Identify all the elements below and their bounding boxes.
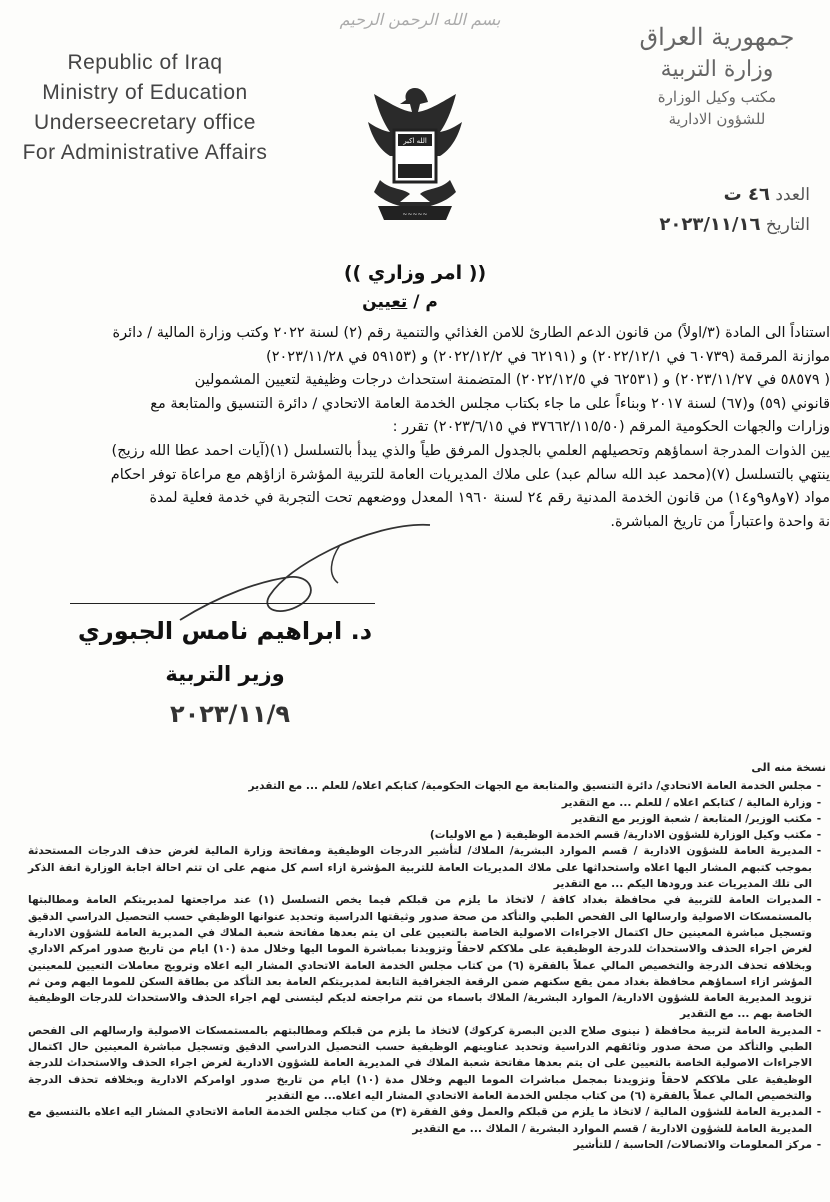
copies-header: نسخة منه الى (751, 761, 826, 774)
body-line: موازنة المرقمة (٦٠٧٣٩ في ٢٠٢٢/١٢/١) و (٦٢١٩١ في ٢٠٢٢/١٢/٢) و (٥٩١٥٣ في ٢٠٢٣/١١/٢٨) (266, 348, 830, 365)
copy-recipient: - المديرية العامة للشؤون المالية / لاتخاذ ما يلزم من قبلكم والعمل وفق الفقرة (٣) من كتاب مجلس الخدمة العامة الاتحادي المشار اليه اعلاه بالتنسيق مع المديرية العامة للشؤون الادارية / قسم الموارد البشرية / الملاك ... مع التقدير (28, 1104, 826, 1137)
signatory-block (70, 614, 380, 690)
body-line: وزارات والجهات الحكومية المرقم (٣٧٦٦٢/١١٥/٥٠ في ٢٠٢٣/٦/١٥) تقرر : (392, 419, 830, 436)
body-line: ينتهي بالتسلسل (٧)(محمد عبد الله سالم عبد) على ملاك المديريات العامة للتربية المؤشرة ازاؤهم مع مراعاة توفر احكام (110, 466, 830, 483)
copy-recipient: - مركز المعلومات والاتصالات/ الحاسبة / للتأشير (28, 1137, 826, 1153)
body-line: مواد (٧و٨و٩و١٤) من قانون الخدمة المدنية رقم ٢٤ لسنة ١٩٦٠ المعدل ووضعهم تحت التجربة في خدمة فعلية لمدة (149, 490, 830, 507)
copy-recipient: - وزارة المالية / كتابكم اعلاه / للعلم ... مع التقدير (28, 795, 826, 811)
document-subject (330, 292, 470, 312)
handwritten-signature-icon (160, 505, 440, 625)
copy-recipient-text: المديرية العامة لتربية محافظة ( نينوى صلاح الدين البصرة كركوك) لاتخاذ ما يلزم من قبلكم ومطالبتهم بالمستمسكات الاصولية وارسالهم الى الفحص الطبي والتأكد من صحة صدور وثائقهم الدراسية وتحديد عناوينهم الوظيفية حسب التحصيل الدراسي الدقيق وتسجيل مباشرة المعينين حال اكتمال الاجراءات الاصولية الخاصة بالتعيين على ان يتم بعدها مفاتحة شعبة الملاك في المديرية العامة للشؤون الادارية لغرض اجراء الحذف والاستحداث للدرجة الوظيفية على ملاككم لاحقاً وتزويدنا بمجمل مباشرات الموما اليهم وخلال مدة (١٠) ايام من تاريخ صدور اوامركم الادارية وبخلافه تحذف الدرجة والتخصيص المالي عملاً بالفقرة (٦) من كتاب مجلس الخدمة العامة الاتحادي المشار اليه اعلاه... مع التقدير (28, 1024, 813, 1102)
letterhead-line-ministry: Ministry of Education (42, 81, 248, 104)
copy-recipient: - المديرية العامة للشؤون الادارية / قسم الموارد البشرية/ الملاك/ لتأشير الدرجات الوظيفية ومفاتحة وزارة المالية لغرض حذف الدرجات المستحدثة بموجب كتبهم المشار اليها اعلاه واستحداثها على ملاك المديريات العامة للتربية المؤشرة ازاء اسم كل منهم على ان تتم احالة اجابة الوزارة انفة الذكر الى تلك المديريات عند ورودها اليكم ... مع التقدير (28, 843, 826, 892)
svg-text:~~~~~: ~~~~~ (402, 211, 428, 218)
basmala: بسم الله الرحمن الرحيم (339, 10, 501, 29)
subject-prefix: م / (407, 292, 438, 312)
copy-recipient-text: مكتب الوزير/ المتابعة / شعبة الوزير مع التقدير (571, 812, 812, 825)
signatory-name: د. ابراهيم نامس الجبوري (77, 617, 373, 645)
copy-recipient-text: مجلس الخدمة العامة الاتحادي/ دائرة التنسيق والمتابعة مع الجهات الحكومية/ كتابكم اعلاه/ للعلم ... مع التقدير (248, 780, 812, 793)
reference-date-value: ٢٠٢٣/١١/١٦ (659, 214, 761, 235)
body-line: استناداً الى المادة (٣/اولاً) من قانون الدعم الطارئ للامن الغذائي والتنمية رقم (٢) لسنة ٢٠٢٢ وكتب وزارة المالية / دائرة (112, 325, 830, 341)
letterhead-line-republic: Republic of Iraq (67, 51, 223, 74)
reference-block (640, 180, 810, 240)
order-body (30, 322, 830, 534)
arabic-letterhead (612, 20, 822, 130)
copy-recipient: - مكتب الوزير/ المتابعة / شعبة الوزير مع التقدير (28, 811, 826, 827)
body-line: قانوني (٥٩) و(٦٧) لسنة ٢٠١٧ وبناءاً على ما جاء بكتاب مجلس الخدمة العامة الاتحادي / دائرة التنسيق والمتابعة مع (150, 395, 830, 412)
subject-text: تعيين (362, 292, 408, 312)
copies-section (28, 760, 826, 1153)
body-line: نة واحدة واعتباراً من تاريخ المباشرة. (610, 513, 830, 530)
english-letterhead (10, 48, 280, 168)
letterhead-line-office: Underseecretary office (34, 111, 256, 134)
letterhead-office-ar: مكتب وكيل الوزارة (657, 88, 777, 106)
iraq-eagle-emblem-icon (360, 80, 470, 230)
letterhead-line-affairs: For Administrative Affairs (22, 141, 268, 164)
reference-date-label: التاريخ (765, 215, 810, 235)
signatory-title: وزير التربية (165, 662, 285, 686)
reference-date (640, 210, 810, 240)
reference-number-value: ٤٦ ت (723, 184, 770, 205)
emblem-text: الله اكبر (403, 137, 427, 145)
copy-recipient: - المديرات العامة للتربية في محافظة بغداد كافة / لاتخاذ ما يلزم من قبلكم فيما يخص التسلسل (١) عند مراجعتها لمديريتكم العامة ومطالبتها بالمستمسكات الاصولية وارسالها الى الفحص الطبي والتأكد من صحة صدور وثيقتها الدراسية وتحديد عنوانها الوظيفي حسب التحصيل الدراسي الدقيق وتسجيل مباشرة المعينين حال اكتمال الاجراءات الاصولية الخاصة بالتعيين على ان يتم بعدها مفاتحة شعبة الملاك في المديرية العامة للشؤون الادارية لغرض اجراء الحذف والاستحداث للدرجة الوظيفية على ملاككم لاحقاً وتزويدنا بمباشرة الموما اليها وخلال مدة (١٠) ايام من تاريخ صدور امركم الاداري وبخلافه تحذف الدرجة والتخصيص المالي عملاً بالفقرة (٦) من كتاب مجلس الخدمة العامة الاتحادي المشار اليه اعلاه وترويج معاملات التعيين للمعينين المؤشر ازاء اسماؤهم محافظة بغداد ممن يقع سكنهم ضمن الرقعة الجغرافية التابعة لمديريتكم العامة بعد التأكد من بطاقة السكن للموما اليهم ومن ثم تزويد المديرية العامة للشؤون الادارية/ الموارد البشرية/ الملاك باسماء من تتم مراجعته لديكم ليتسنى لهم اجراء الحذف والاستحداث للدرجات الوظيفية الخاصة بهم ... مع التقدير (28, 892, 826, 1022)
copy-recipient: - مجلس الخدمة العامة الاتحادي/ دائرة التنسيق والمتابعة مع الجهات الحكومية/ كتابكم اعلاه/ للعلم ... مع التقدير (28, 778, 826, 794)
letterhead-government: جمهورية العراق (639, 23, 795, 51)
letterhead-ministry-ar: وزارة التربية (660, 57, 774, 82)
reference-number-label: العدد (775, 185, 810, 205)
copy-recipient-text: المديرية العامة للشؤون المالية / لاتخاذ ما يلزم من قبلكم والعمل وفق الفقرة (٣) من كتاب مجلس الخدمة العامة الاتحادي المشار اليه اعلاه بالتنسيق مع المديرية العامة للشؤون الادارية / قسم الموارد البشرية / الملاك ... مع التقدير (28, 1106, 812, 1135)
copy-recipient: - المديرية العامة لتربية محافظة ( نينوى صلاح الدين البصرة كركوك) لاتخاذ ما يلزم من قبلكم ومطالبتهم بالمستمسكات الاصولية وارسالهم الى الفحص الطبي والتأكد من صحة صدور وثائقهم الدراسية وتحديد عناوينهم الوظيفية حسب التحصيل الدراسي الدقيق وتسجيل مباشرة المعينين حال اكتمال الاجراءات الاصولية الخاصة بالتعيين على ان يتم بعدها مفاتحة شعبة الملاك في المديرية العامة للشؤون الادارية لغرض اجراء الحذف والاستحداث للدرجة الوظيفية على ملاككم لاحقاً وتزويدنا بمجمل مباشرات الموما اليهم وخلال مدة (١٠) ايام من تاريخ صدور اوامركم الادارية وبخلافه تحذف الدرجة والتخصيص المالي عملاً بالفقرة (٦) من كتاب مجلس الخدمة العامة الاتحادي المشار اليه اعلاه... مع التقدير (28, 1023, 826, 1104)
signature-divider (70, 603, 375, 604)
copy-recipient-text: مكتب وكيل الوزارة للشؤون الادارية/ قسم الخدمة الوظيفية ( مع الاوليات) (429, 829, 812, 842)
reference-number (640, 180, 810, 210)
copy-recipient-text: وزارة المالية / كتابكم اعلاه / للعلم ... مع التقدير (561, 796, 812, 809)
copy-recipient: - مكتب وكيل الوزارة للشؤون الادارية/ قسم الخدمة الوظيفية ( مع الاوليات) (28, 827, 826, 843)
body-line: ( ٥٨٥٧٩ في ٢٠٢٣/١١/٢٧) و (٦٢٥٣١ في ٢٠٢٢/١٢/٥) المتضمنة استحداث درجات وظيفية لتعيين المشمولين (194, 372, 830, 389)
body-line: يين الذوات المدرجة اسماؤهم وتحصيلهم العلمي بالجدول المرفق طياً والذي يبدأ بالتسلسل (١)(آيات احمد عطا الله رزيج) (111, 442, 830, 459)
letterhead-affairs-ar: للشؤون الادارية (668, 110, 766, 128)
document-title: (( امر وزاري )) (343, 262, 487, 284)
copy-recipient-text: المديرات العامة للتربية في محافظة بغداد كافة / لاتخاذ ما يلزم من قبلكم فيما يخص التسلسل (١) عند مراجعتها لمديريتكم العامة ومطالبتها بالمستمسكات الاصولية وارسالها الى الفحص الطبي والتأكد من صحة صدور وثيقتها الدراسية وتحديد عنوانها الوظيفي حسب التحصيل الدراسي الدقيق وتسجيل مباشرة المعينين حال اكتمال الاجراءات الاصولية الخاصة بالتعيين على ان يتم بعدها مفاتحة شعبة الملاك في المديرية العامة للشؤون الادارية لغرض اجراء الحذف والاستحداث للدرجة الوظيفية على ملاككم لاحقاً وتزويدنا بمباشرة الموما اليها وخلال مدة (١٠) ايام من تاريخ صدور امركم الاداري وبخلافه تحذف الدرجة والتخصيص المالي عملاً بالفقرة (٦) من كتاب مجلس الخدمة العامة الاتحادي المشار اليه اعلاه وترويج معاملات التعيين للمعينين المؤشر ازاء اسماؤهم محافظة بغداد ممن يقع سكنهم ضمن الرقعة الجغرافية التابعة لمديريتكم العامة بعد التأكد من بطاقة السكن للموما اليهم ومن ثم تزويد المديرية العامة للشؤون الادارية/ الموارد البشرية/ الملاك باسماء من تتم مراجعته لديكم ليتسنى لهم اجراء الحذف والاستحداث للدرجات الوظيفية الخاصة بهم ... مع التقدير (28, 894, 812, 1021)
copy-recipient-text: المديرية العامة للشؤون الادارية / قسم الموارد البشرية/ الملاك/ لتأشير الدرجات الوظيفية ومفاتحة وزارة المالية لغرض حذف الدرجات المستحدثة بموجب كتبهم المشار اليها اعلاه واستحداثها على ملاك المديريات العامة للتربية المؤشرة ازاء اسم كل منهم على ان تتم احالة اجابة الوزارة انفة الذكر الى تلك المديريات عند ورودها اليكم ... مع التقدير (28, 845, 812, 891)
copy-recipient-text: مركز المعلومات والاتصالات/ الحاسبة / للتأشير (573, 1138, 812, 1151)
signature-date: ٢٠٢٣/١١/٩ (169, 700, 291, 728)
